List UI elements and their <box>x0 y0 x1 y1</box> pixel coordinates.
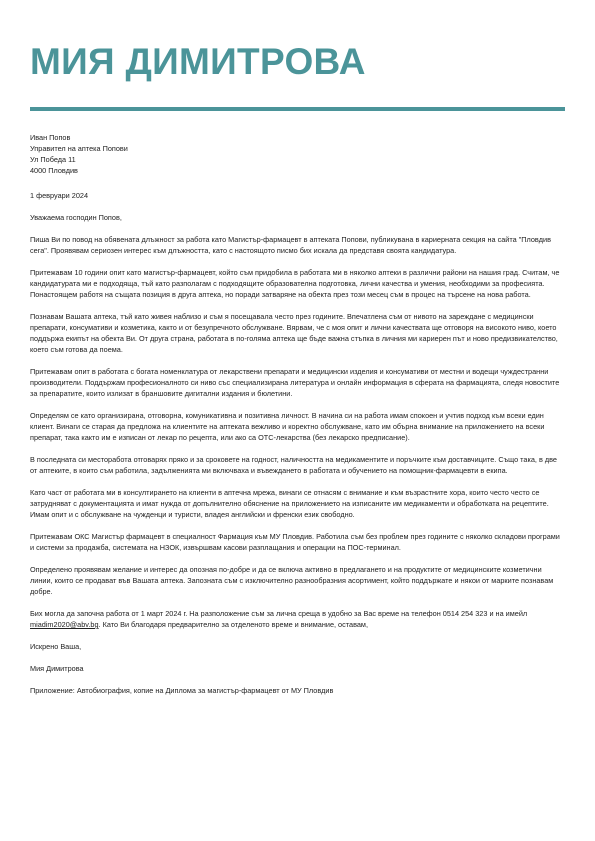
recipient-name: Иван Попов <box>30 133 71 142</box>
email-link[interactable]: miadim2020@abv.bg <box>30 620 99 629</box>
body-paragraph: В последната си месторабота отговарях пряко и за сроковете на годност, наличността на медикаментите и поръчките към доставчиците. Също така, в две от аптеките, в които съм работила, задълженията ми включваха и въвеждането в работата и обучението на помощник-фармацевти в екипа. <box>30 455 557 475</box>
signature-name: Мия Димитрова <box>30 664 84 673</box>
closing-text-start: Бих могла да започна работа от 1 март 2024 г. На разположение съм за лична среща в удобно за Вас време на телефон 0514 254 323 и на имейл <box>30 609 528 618</box>
closing-text-end: . Като Ви благодаря предварително за отделеното време и внимание, оставам, <box>98 620 368 629</box>
body-paragraph: Пиша Ви по повод на обявената длъжност за работа като Магистър-фармацевт в аптеката Попови, публикувана в кариерната секция на сайта "Пловдив сега". Проявявам сериозен интерес към длъжността, като с настоящото писмо бих искала да представя своята кандидатура. <box>30 235 551 255</box>
recipient-title: Управител на аптека Попови <box>30 144 128 153</box>
body-paragraph: Като част от работата ми в консултирането на клиенти в аптечна мрежа, винаги се отнасям с внимание и към възрастните хора, които често често се затрудняват с документацията и имат нужда от допълнително обяснение на приложението на изписаните им медикаменти и обработката на рецептите. Имам опит и с обслужване на чужденци и туристи, владея английски и френски език свободно. <box>30 488 549 519</box>
body-paragraph: Познавам Вашата аптека, тъй като живея наблизо и съм я посещавала често през годините. Впечатлена съм от нивото на зареждане с медицински препарати, консумативи и козметика, както и от безупречното обслужване. Вярвам, че с моя опит и лични качествата ще отговоря на високото ниво, което поддържа екипът на обекта Ви. От друга страна, работата в по-голяма аптека ще бъде важна стъпка в личния ми кариерен път и ново предизвикателство, което съм готова да поема. <box>30 312 558 354</box>
body-paragraph: Притежавам ОКС Магистър фармацевт в специалност Фармация към МУ Пловдив. Работила съм без проблем през годините с няколко складови програми и системи за продажба, системата на НЗОК, извършвам касови разплащания и операции на ПОС-терминал. <box>30 532 560 552</box>
letter-date: 1 февруари 2024 <box>30 191 89 200</box>
sign-off: Искрено Ваша, <box>30 642 82 651</box>
body-paragraph: Определям се като организирана, отговорна, комуникативна и позитивна личност. В начина си на работа имам спокоен и учтив подход към всеки един клиент. Винаги се старая да предложа на клиентите на аптеката вежливо и коректно обслужване, като им обърна внимание на приложението на всеки препарат, така както им е изписан от лекар по рецепта, или ако са OTC-лекарства (без лекарско предписание). <box>30 411 545 442</box>
sender-name-heading: МИЯ ДИМИТРОВА <box>30 41 366 82</box>
attachments-note: Приложение: Автобиография, копие на Диплома за магистър-фармацевт от МУ Пловдив <box>30 686 334 695</box>
closing-paragraph <box>30 608 562 630</box>
recipient-block <box>30 132 562 176</box>
letter-body <box>30 132 562 707</box>
header-divider <box>30 107 565 111</box>
body-paragraph: Притежавам опит в работата с богата номенклатура от лекарствени препарати и медицински изделия и консумативи от местни и водещи чуждестранни производители. Поддържам професионалното си ниво със специализирана литература и онлайн информация в сферата на фармацията, следя новостите за препаратите, които излизат в браншовите дигитални издания и бюлетини. <box>30 367 560 398</box>
recipient-street: Ул Победа 11 <box>30 155 76 164</box>
body-paragraph: Определено проявявам желание и интерес да опозная по-добре и да се включа активно в предлагането и на продуктите от медицинските козметични линии, които се продават във Вашата аптека. Запозната съм с изключително разнообразния асортимент, който поддържате и някои от марките познавам добре. <box>30 565 554 596</box>
salutation: Уважаема господин Попов, <box>30 213 122 222</box>
body-paragraph: Притежавам 10 години опит като магистър-фармацевт, който съм придобила в работата ми в няколко аптеки в различни райони на нашия град. Считам, че кандидатурата ми е подходяща, тъй като разполагам с подходящите образователна подготовка, лични качества и умения, необходими за професията. Понастоящем работя на същата позиция в друга аптека, но поради затварянe на обекта през този месец съм в процес на търсене на нова работа. <box>30 268 560 299</box>
recipient-city: 4000 Пловдив <box>30 166 78 175</box>
